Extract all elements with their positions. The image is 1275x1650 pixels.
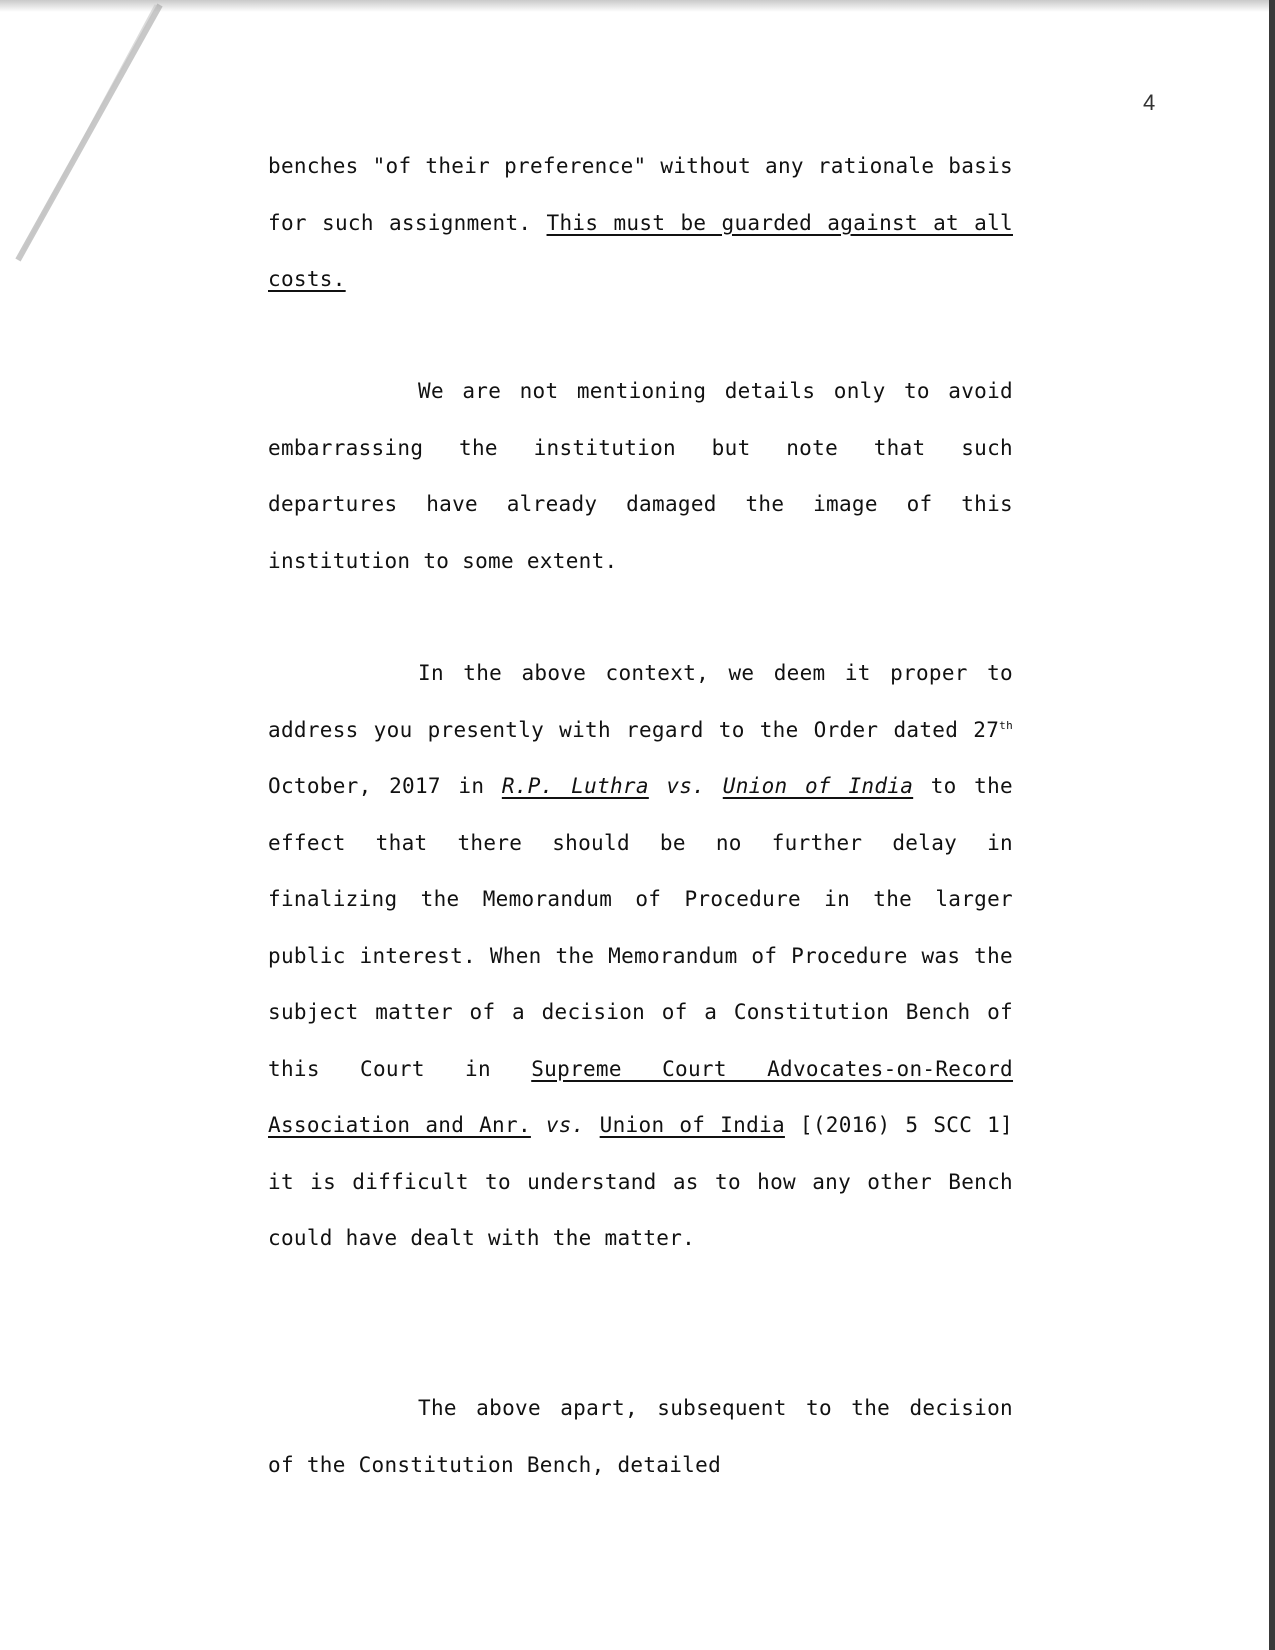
case-party-scaorа: Supreme Court Advocates-on-Record Association and Anr.	[268, 1056, 1014, 1137]
paragraph-3-text-b: October, 2017 in	[268, 774, 485, 798]
case-party-luthra: R.P. Luthra	[501, 774, 649, 798]
scan-edge-right	[1269, 0, 1275, 1650]
paragraph-2-text: We are not mentioning details only to avoid embarrassing the institution but note that such departures have already damaged the image of this institution to some extent.	[268, 379, 1013, 573]
case-party-union: Union of India	[722, 774, 914, 798]
paragraph-4-text: The above apart, subsequent to the decision of the Constitution Bench, detailed	[268, 1396, 1013, 1477]
underlined-phrase: This must be guarded against at all costs.	[268, 210, 1013, 291]
scan-edge-top	[0, 0, 1275, 12]
versus-label-2: vs.	[545, 1113, 585, 1137]
paragraph-3	[268, 645, 1013, 1267]
versus-label: vs.	[666, 774, 706, 798]
case-party-union-2: Union of India	[599, 1113, 785, 1137]
paragraph-3-text-f: to the effect that there should be no further delay in finalizing the Memorandum of Procedure in the larger public interest. When the Memorandum of Procedure was the subject matter of a decision of a Constitution Bench of this Court in	[268, 774, 1013, 1081]
paragraph-1	[268, 138, 1013, 308]
page-crease-mark	[0, 0, 170, 280]
ordinal-suffix: th	[999, 718, 1013, 732]
paragraph-2	[268, 363, 1013, 589]
paragraph-4	[268, 1380, 1013, 1493]
paragraph-3-text-j: [(2016) 5 SCC 1] it is difficult to understand as to how any other Bench could have dealt with the matter.	[268, 1113, 1014, 1250]
paragraph-3-text-a: In the above context, we deem it proper to address you presently with regard to the Order dated 27	[268, 661, 1013, 742]
page-number: 4	[1143, 90, 1156, 115]
paragraph-1-text: benches "of their preference" without any rationale basis for such assignment.	[268, 154, 1013, 235]
